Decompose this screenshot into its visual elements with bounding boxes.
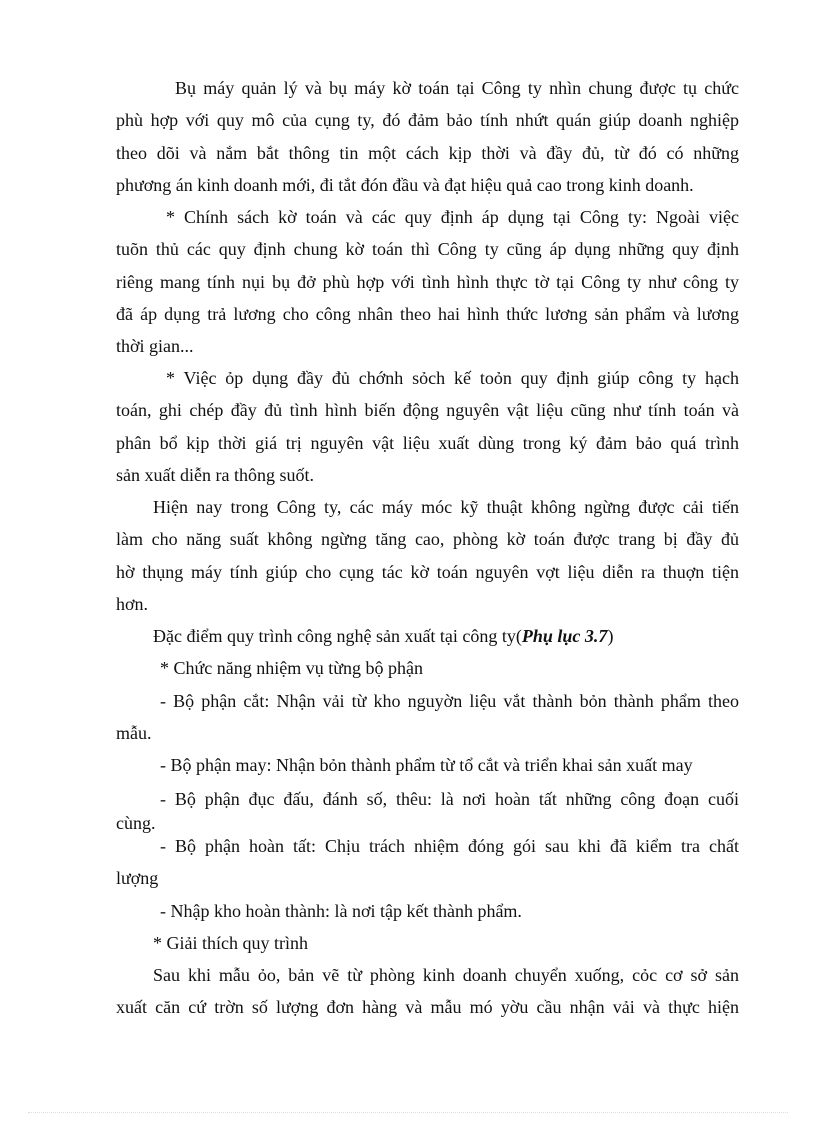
p13-line-1: Sau khi mẫu ỏo, bản vẽ từ phòng kinh doanh chuyển xuống, cỏc cơ sở sản	[153, 965, 739, 985]
p10-line-1: - Bộ phận hoàn tất: Chịu trách nhiệm đóng gói sau khi đã kiểm tra chất	[160, 836, 739, 856]
p2-line-3: riêng mang tính nụi bụ đở phù hợp với tình hình thực tờ tại Công ty như công ty	[116, 272, 739, 292]
p11-line: - Nhập kho hoàn thành: là nơi tập kết thành phẩm.	[160, 901, 522, 921]
p1-line-2: phù hợp với quy mô của cụng ty, đó đảm bảo tính nhứt quán giúp doanh nghiệp	[116, 110, 739, 130]
p2-line-2: tuõn thủ các quy định chung kờ toán thì Công ty cũng áp dụng những quy định	[116, 239, 739, 259]
p8-line: - Bộ phận may: Nhận bỏn thành phẩm từ tổ cắt và triển khai sản xuất may	[160, 755, 693, 775]
p10-line-2: lượng	[116, 868, 159, 888]
p1-line-4: phương án kinh doanh mới, đi tắt đón đầu và đạt hiệu quả cao trong kinh doanh.	[116, 175, 694, 195]
appendix-reference: Phụ lục 3.7	[521, 626, 608, 646]
p9-line-1: - Bộ phận đục đấu, đánh số, thêu: là nơi hoàn tất những công đoạn cuối	[160, 789, 739, 809]
p3-line-1: * Việc ỏp dụng đầy đủ chớnh sỏch kế toỏn quy định giúp công ty hạch	[166, 368, 739, 388]
p1-line-3: theo dõi và nắm bắt thông tin một cách kịp thời và đầy đủ, từ đó có những	[116, 143, 739, 163]
p12-line: * Giải thích quy trình	[153, 933, 308, 953]
p4-line-3: hờ thụng máy tính giúp cho cụng tác kờ toán nguyên vợt liệu diễn ra thuợn tiện	[116, 562, 739, 582]
p4-line-2: làm cho năng suất không ngừng tăng cao, phòng kờ toán được trang bị đầy đủ	[116, 529, 739, 549]
p4-line-4: hơn.	[116, 594, 149, 614]
p7-line-2: mẫu.	[116, 723, 152, 743]
p5-line	[153, 624, 739, 648]
p3-line-4: sản xuất diễn ra thông suốt.	[116, 465, 314, 485]
p2-line-1: * Chính sách kờ toán và các quy định áp dụng tại Công ty: Ngoài việc	[166, 207, 739, 227]
p5-text: Đặc điểm quy trình công nghệ sản xuất tại công ty(	[153, 626, 522, 646]
p2-line-4: đã áp dụng trả lương cho công nhân theo hai hình thức lương sản phẩm và lương	[116, 304, 739, 324]
p13-line-2: xuất căn cứ trờn số lượng đơn hàng và mẫu mó yờu cầu nhận vải và thực hiện	[116, 997, 739, 1017]
p5-close: )	[607, 626, 614, 646]
p9-line-2: cùng.	[116, 813, 156, 833]
p7-line-1: - Bộ phận cắt: Nhận vải từ kho nguyờn liệu vắt thành bỏn thành phẩm theo	[160, 691, 739, 711]
page-bottom-divider	[28, 1112, 788, 1113]
p3-line-3: phân bổ kịp thời giá trị nguyên vật liệu xuất dùng trong ký đảm bảo quá trình	[116, 433, 739, 453]
p4-line-1: Hiện nay trong Công ty, các máy móc kỹ thuật không ngừng được cải tiến	[153, 497, 739, 517]
p2-line-5: thời gian...	[116, 336, 194, 356]
p3-line-2: toán, ghi chép đầy đủ tình hình biến động nguyên vật liệu cũng như tính toán và	[116, 400, 739, 420]
p1-line-1: Bụ máy quản lý và bụ máy kờ toán tại Công ty nhìn chung được tụ chức	[175, 78, 739, 98]
p6-line: * Chức năng nhiệm vụ từng bộ phận	[160, 658, 423, 678]
